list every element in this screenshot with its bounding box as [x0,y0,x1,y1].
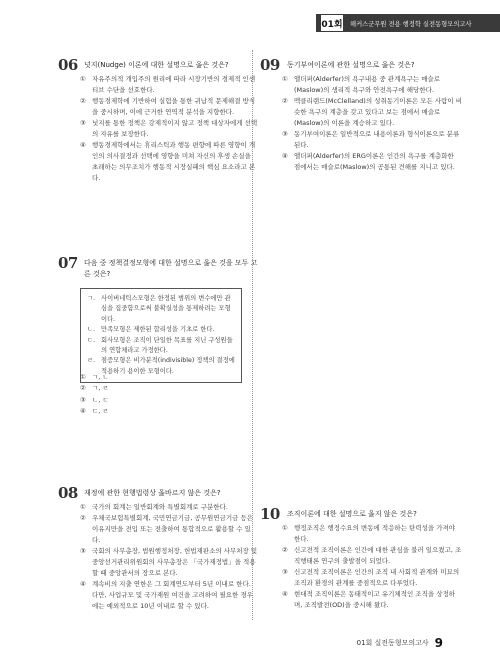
statement: ㄴ. 만족모형은 제한된 합리성을 기초로 한다. [87,326,215,334]
question-title: 조직이론에 대한 설명으로 옳지 않은 것은? [287,510,417,518]
option-list [282,74,462,173]
round-badge: 01회 [320,14,344,32]
option[interactable]: ③ 신고전적 조직이론은 인간의 조직 내 사회적 관계와 미묘의 조직과 환경의 관계를 중점적으로 다루었다. [282,568,460,587]
option[interactable]: ③ 동기부여이론은 일반적으로 내용이론과 형식이론으로 분류된다. [282,129,460,149]
question-title: 동기부여이론에 관한 설명으로 옳은 것은? [287,61,415,69]
statement: ㄹ. 점증모형은 비가분적(indivisible) 정책의 결정에 적용하기 용이한 모형이다. [87,357,235,375]
series-title: 해커스군무원 전용 행정학 실전동형모의고사 [350,20,472,28]
option[interactable]: ④ 계속비의 지출 연한은 그 회계연도부터 5년 이내로 한다. 다만, 사업규모 및 국가재원 여건을 고려하여 필요한 경우에는 예외적으로 10년 이내로 할 수 있다. [80,580,253,610]
option-list [80,372,258,417]
question-number: 10 [260,505,280,523]
option[interactable]: ③ 넛지를 통한 정책은 강제적이지 않고 정책 대상자에게 선택의 자유를 보장한다. [80,119,258,138]
option[interactable]: ① 자유주의적 개입주의 원리에 따라 시장기반의 경제적 인센티브 수단을 선호한다. [80,75,256,94]
question-number: 08 [58,484,78,502]
option[interactable]: ③ 국회의 사무총장, 법원행정처장, 헌법재판소의 사무처장 및 중앙선거관리위원회의 사무총장은 「국가재정법」을 적용할 때 중앙관서의 장으로 본다. [80,547,258,577]
option-list [80,74,258,184]
option[interactable]: ③ ㄴ, ㄷ [80,395,109,404]
option[interactable]: ① 앨더퍼(Alderfer)의 욕구내용 중 관계욕구는 매슬로(Maslow)의 생리적 욕구와 안전욕구에 해당한다. [282,75,441,94]
question-number: 06 [58,56,78,74]
option[interactable]: ② 맥클리랜드(McClelland)의 성취동기이론은 모든 사람이 비슷한 욕구의 계층을 갖고 있다고 보는 점에서 매슬로(Maslow)의 이론을 계승하고 있다. [282,97,463,127]
option-list [80,502,258,612]
option[interactable]: ① 행정조직은 행정수요의 변동에 적응하는 탄력성을 가져야 한다. [282,524,456,543]
option[interactable]: ① ㄱ, ㄴ [80,373,109,381]
option[interactable]: ④ 행동경제학에서는 휴리스틱과 행동 편향에 따른 영향이 개인의 의사결정과 선택에 영향을 미쳐 자신의 후생 손실을 초래하는 의무조치가 행동적 시장실패의 핵심 요소라고 본다. [80,141,256,182]
option[interactable]: ④ 현대적 조직이론은 동태적이고 유기체적인 조직을 상정하며, 조직발전(OD)을 중시해 왔다. [282,590,456,610]
footer-label: 01회 실전동형모의고사 [356,639,429,647]
option[interactable]: ① 국가의 회계는 일반회계와 특별회계로 구분한다. [80,503,228,511]
question-number: 09 [260,56,280,74]
page-number: 9 [434,636,443,650]
question-title: 넛지(Nudge) 이론에 대한 설명으로 옳은 것은? [84,61,229,69]
page-header [316,14,500,32]
option[interactable]: ② 신고전적 조직이론은 인간에 대한 관심을 불러 일으켰고, 조직행태론 연구의 출발점이 되었다. [282,546,462,565]
question-title: 다음 중 정책결정모형에 대한 설명으로 옳은 것을 모두 고른 것은? [84,259,258,278]
option[interactable]: ④ ㄷ, ㄹ [80,406,109,415]
statement: ㄷ. 회사모형은 조직이 단일한 목표를 지닌 구성원들의 연합체라고 가정한다. [87,336,233,355]
option[interactable]: ② ㄱ, ㄹ [80,384,109,393]
question-title: 재정에 관한 현행법령상 옳바르지 않은 것은? [84,489,221,497]
question-number: 07 [58,254,78,272]
option[interactable]: ② 우체국보험특별회계, 국민연금기금, 공무원연금기금 등은 이유지만을 전입 또는 전출하여 통합적으로 활용할 수 있다. [80,514,254,544]
option-list [282,523,462,611]
option[interactable]: ④ 앨더퍼(Alderfer)의 ERG이론은 인간의 욕구를 계층화한 점에서는 매슬로(Maslow)의 공통된 견해를 지니고 있다. [282,152,455,171]
option[interactable]: ② 행동경제학에 기반하여 실험을 통한 귀납적 문제해결 방식을 중시하며, 이에 근거한 연역적 분석을 지향한다. [80,97,256,116]
page-footer [357,636,443,650]
statement: ㄱ. 사이버네틱스모형은 한정된 범위의 변수에만 관심을 집중함으로써 불확실성을 통제하려는 모형이다. [87,295,231,323]
statement-box [80,288,242,383]
